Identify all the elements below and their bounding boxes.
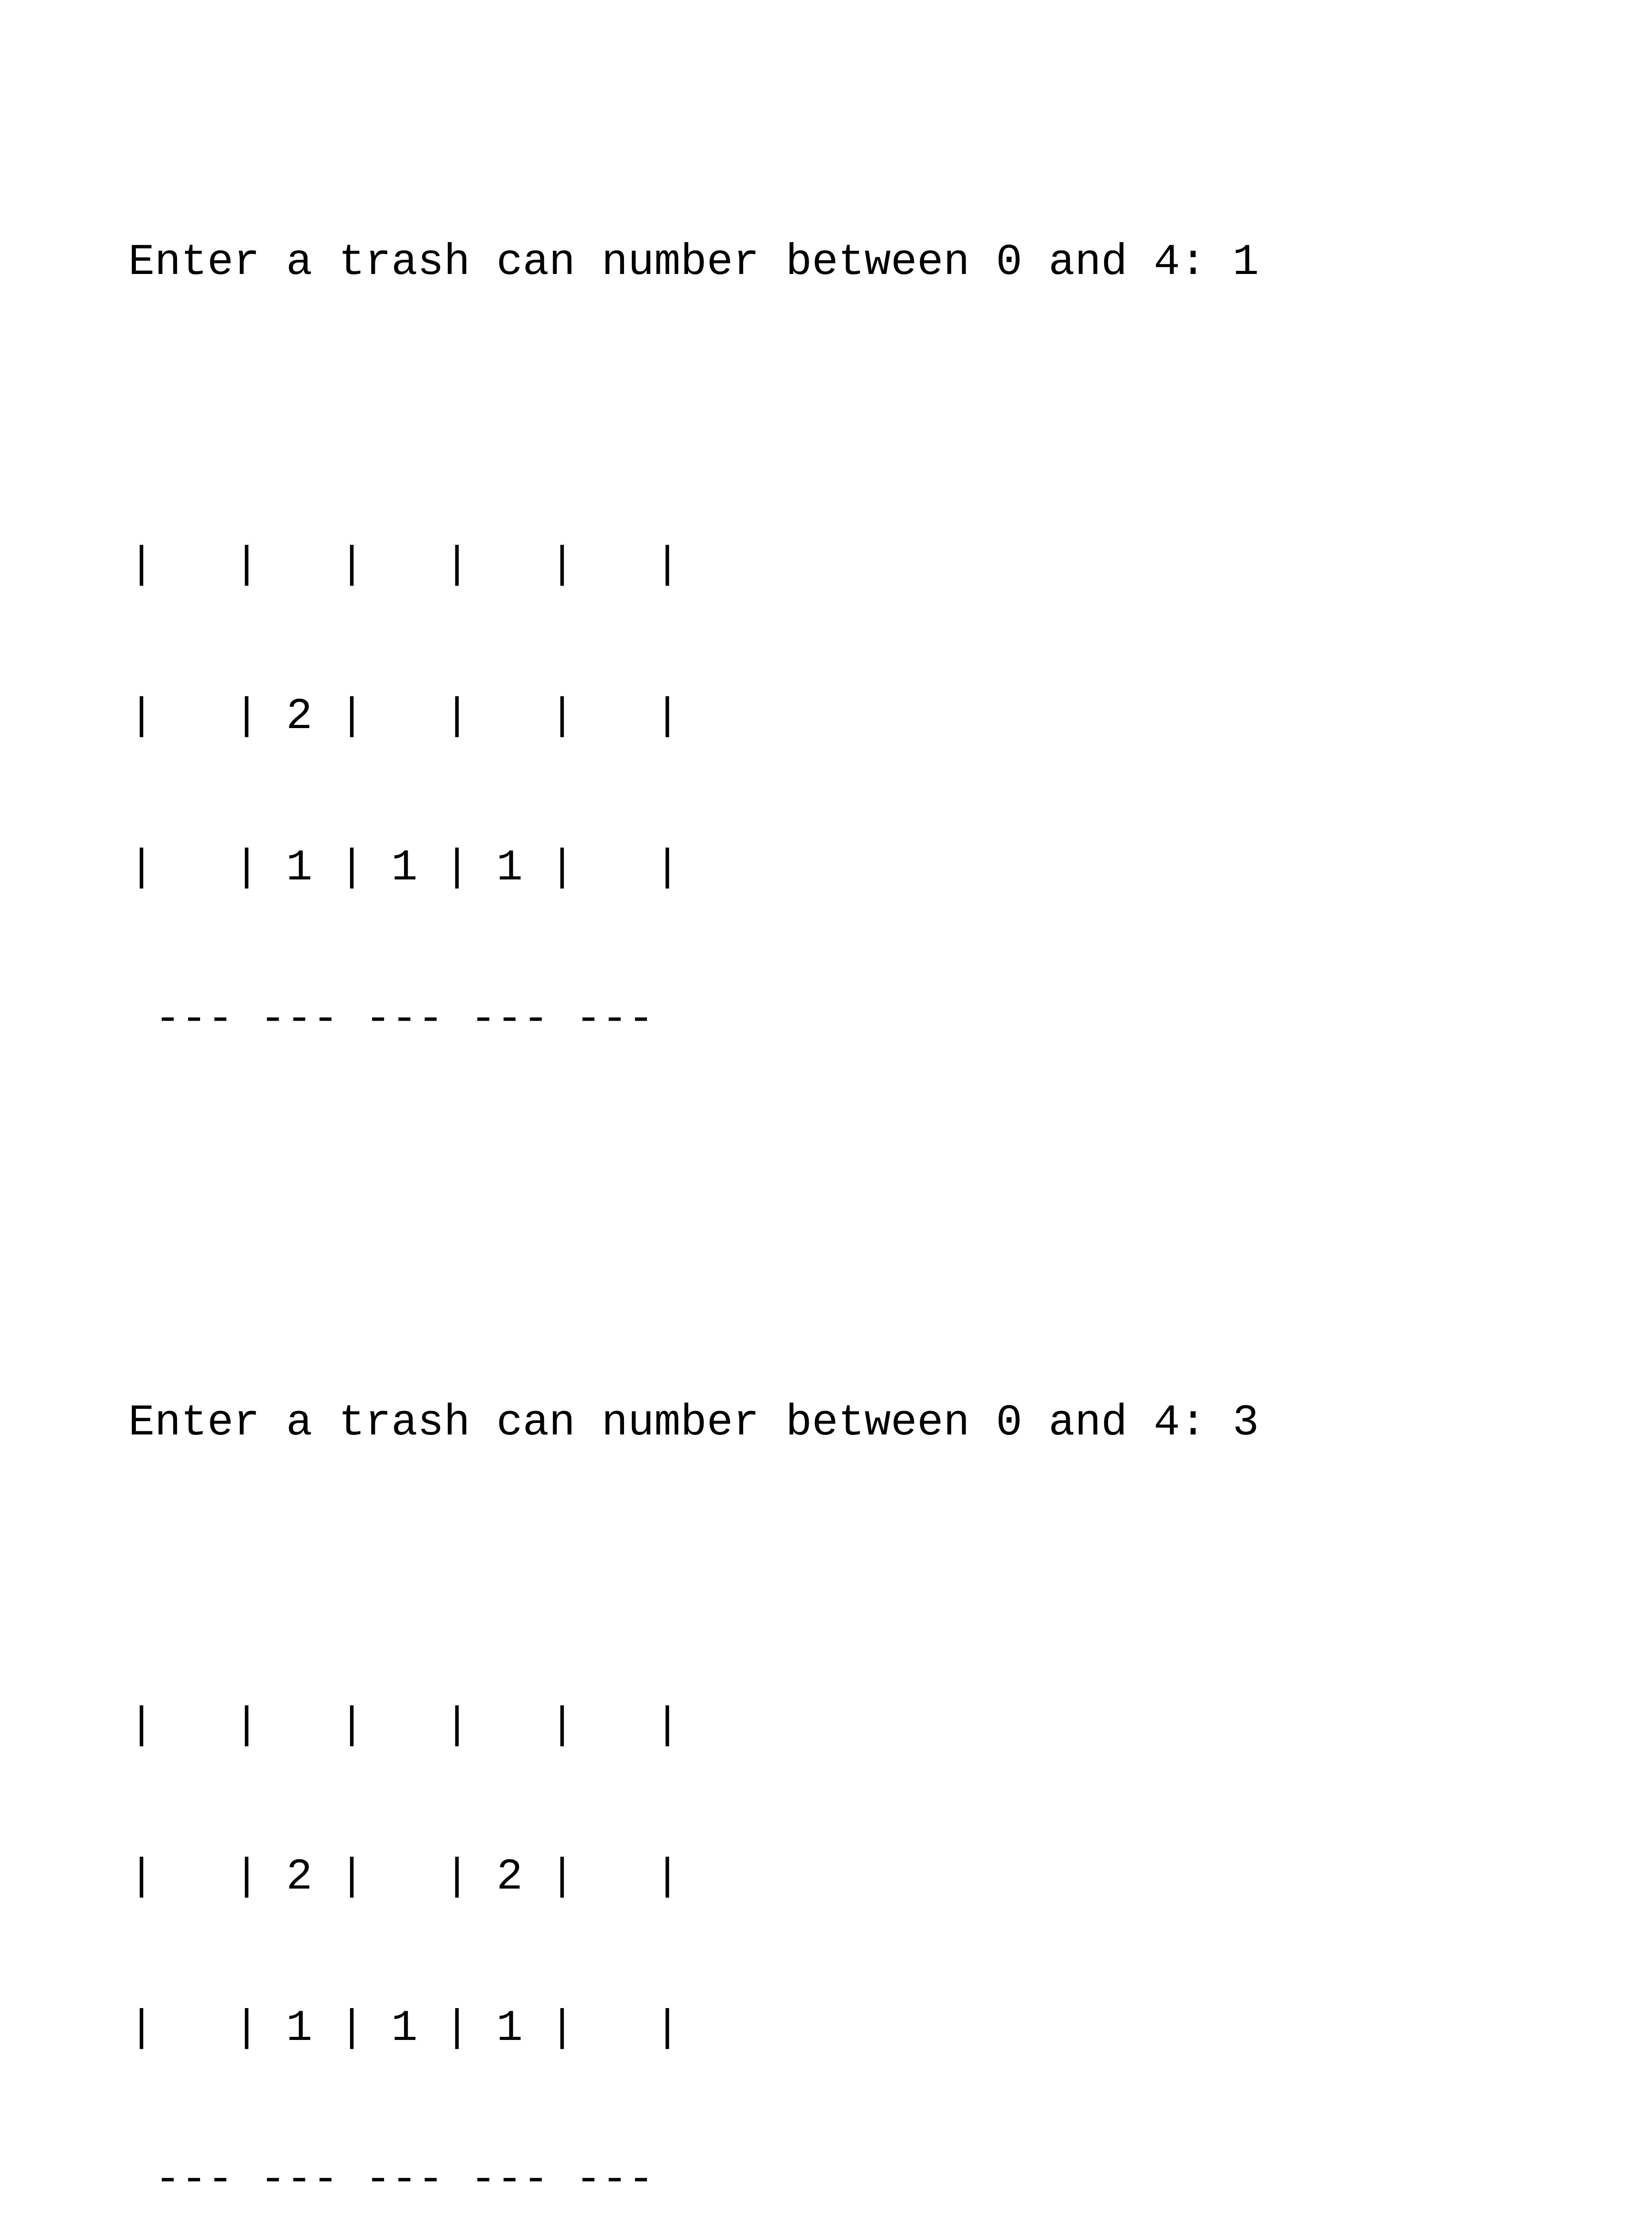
grid-row: | | 2 | | | | bbox=[128, 692, 681, 741]
blank-line bbox=[128, 1549, 1633, 1600]
grid-row: | | 2 | | 2 | | bbox=[128, 1852, 681, 1902]
blank-line bbox=[128, 1145, 1633, 1196]
console-output bbox=[128, 35, 1633, 2213]
prompt-line: Enter a trash can number between 0 and 4: 3 bbox=[128, 1398, 1259, 1448]
grid-row: | | 1 | 1 | 1 | | bbox=[128, 843, 681, 893]
blank-line bbox=[128, 389, 1633, 439]
grid-row: | | | | | | bbox=[128, 1701, 681, 1750]
grid-base: --- --- --- --- --- bbox=[128, 2155, 655, 2205]
grid-base: --- --- --- --- --- bbox=[128, 995, 655, 1044]
assignment-page bbox=[128, 35, 1633, 2213]
grid-row: | | 1 | 1 | 1 | | bbox=[128, 2004, 681, 2053]
prompt-line: Enter a trash can number between 0 and 4: 1 bbox=[128, 238, 1259, 287]
grid-row: | | | | | | bbox=[128, 540, 681, 590]
